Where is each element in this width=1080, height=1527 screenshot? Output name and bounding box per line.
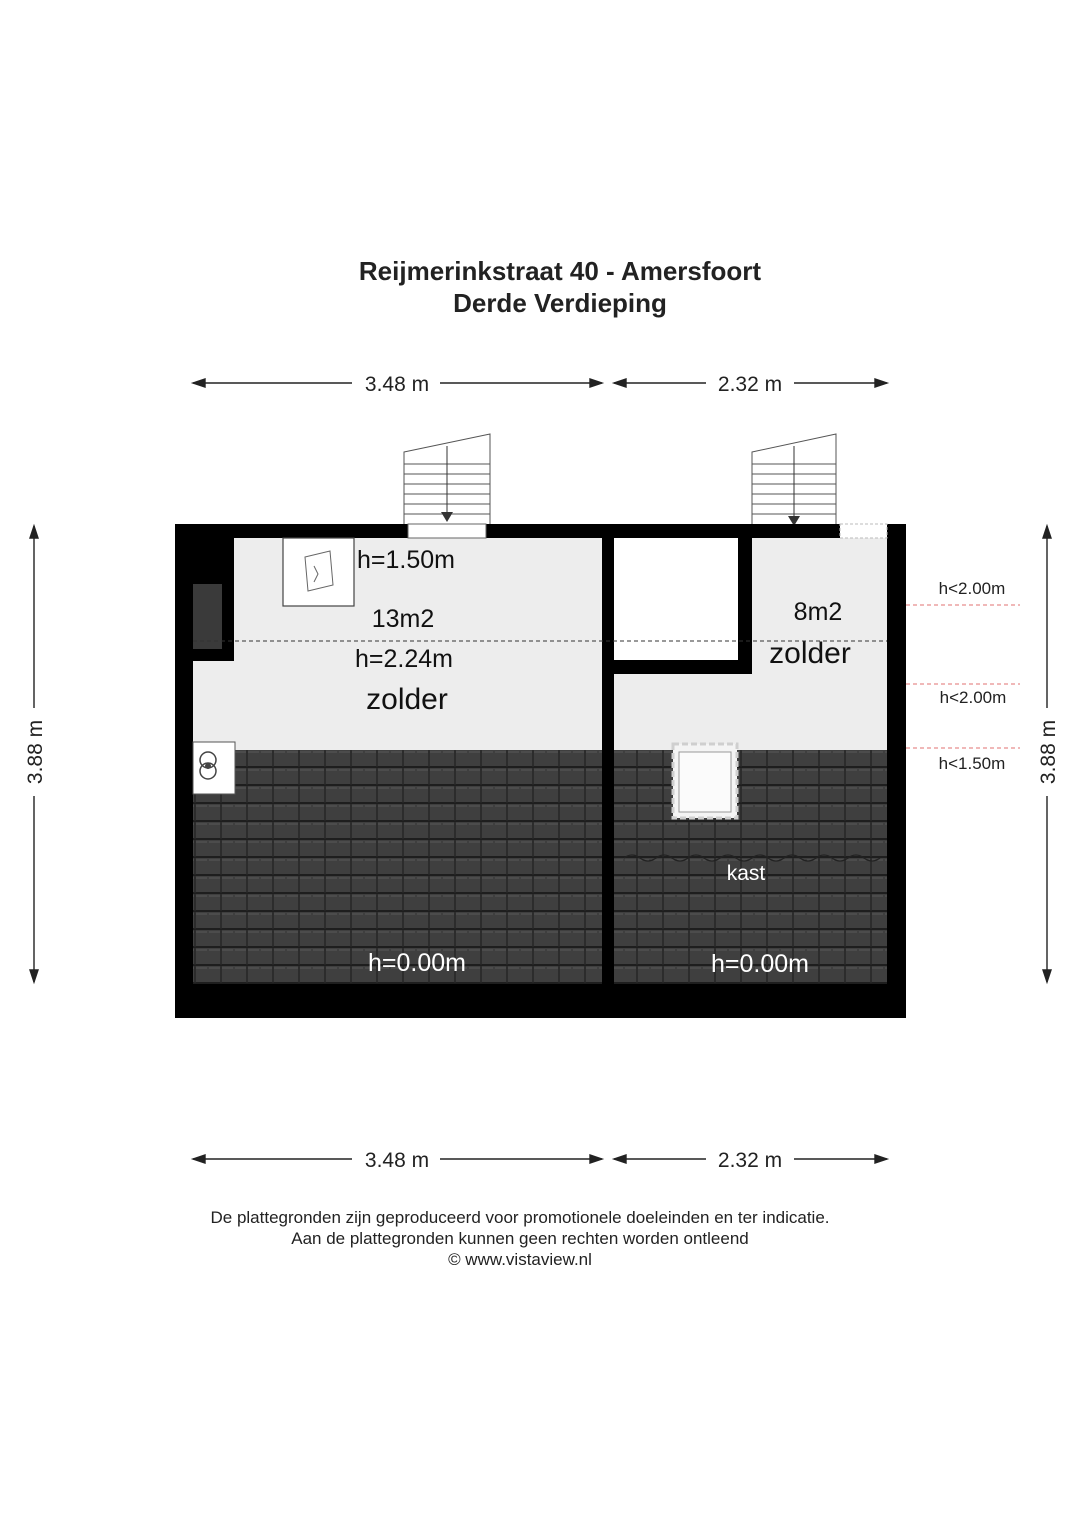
copyright-link[interactable]: © www.vistaview.nl — [448, 1250, 592, 1269]
right-room-height-bottom: h=0.00m — [711, 950, 809, 978]
disclaimer-line-1: De plattegronden zijn geproduceerd voor promotionele doeleinden en ter indicatie. — [210, 1208, 830, 1227]
disclaimer-line-2: Aan de plattegronden kunnen geen rechten worden ontleend — [291, 1229, 749, 1248]
dimension-bottom — [193, 1155, 887, 1163]
height-marker-3: h<1.50m — [938, 754, 1006, 773]
dim-top-left-label: 3.48 m — [364, 373, 430, 396]
stair-void — [614, 538, 738, 660]
left-room-area: 13m2 — [371, 605, 435, 633]
stairs-right — [752, 434, 836, 532]
dim-bottom-right-label: 2.32 m — [717, 1149, 783, 1172]
height-marker-1: h<2.00m — [938, 579, 1006, 598]
dim-right-label: 3.88 m — [1037, 719, 1060, 785]
stairs-left — [404, 434, 490, 526]
floor-subtitle: Derde Verdieping — [453, 288, 667, 318]
dim-left-label: 3.88 m — [24, 719, 47, 785]
plan-title: Reijmerinkstraat 40 - Amersfoort — [358, 256, 762, 286]
height-marker-lines — [906, 605, 1020, 748]
dim-top-right-label: 2.32 m — [717, 373, 783, 396]
chimney-duct — [193, 584, 222, 649]
dim-bottom-left-label: 3.48 m — [364, 1149, 430, 1172]
left-room-height-mid: h=2.24m — [355, 645, 453, 673]
door-opening-left — [408, 524, 486, 538]
dimension-top — [193, 379, 887, 387]
left-room-height-bottom: h=0.00m — [368, 949, 466, 977]
boiler — [193, 742, 235, 794]
right-room-name: zolder — [769, 637, 851, 670]
right-room-area: 8m2 — [793, 598, 843, 626]
roof-window-left — [283, 538, 354, 606]
height-marker-2: h<2.00m — [939, 688, 1007, 707]
door-opening-right — [840, 524, 887, 538]
cabinet-label: kast — [726, 862, 766, 885]
left-room-height-top: h=1.50m — [357, 546, 455, 574]
left-room-name: zolder — [366, 683, 448, 716]
roof-window-right — [673, 744, 737, 818]
